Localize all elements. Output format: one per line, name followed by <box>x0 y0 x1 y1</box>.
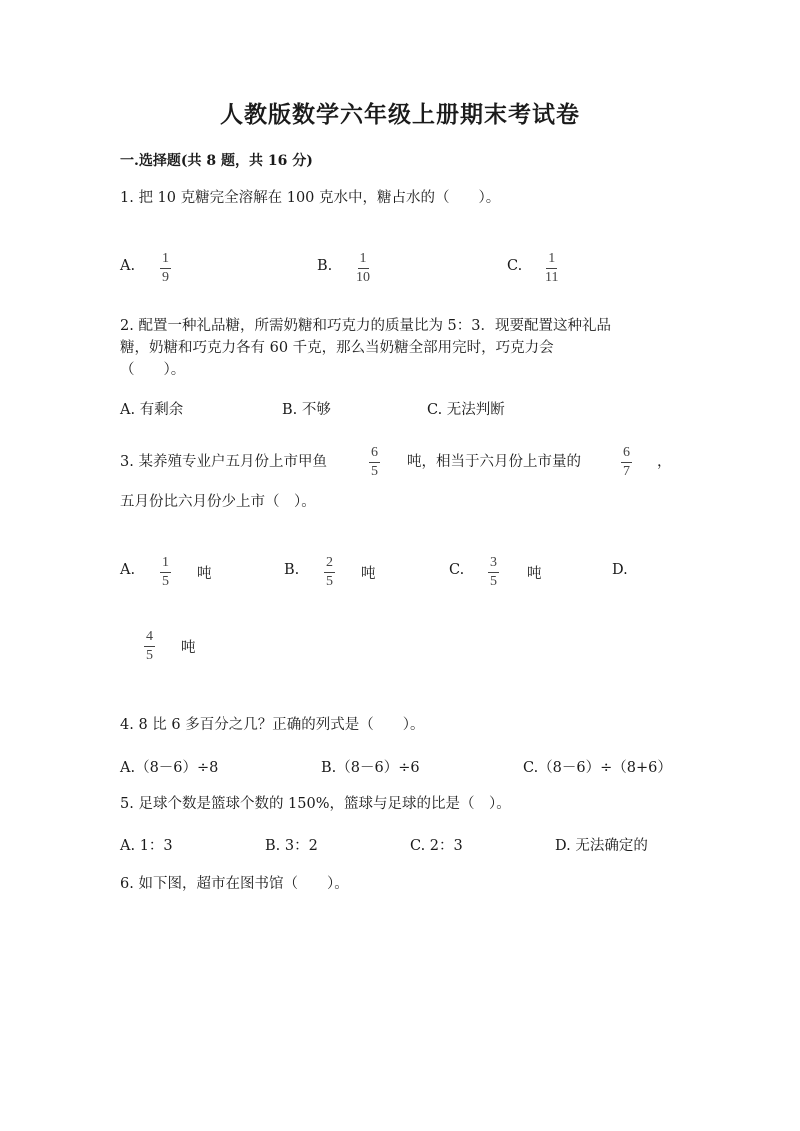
question-3-part-1: 3. 某养殖专业户五月份上市甲鱼 <box>120 454 327 470</box>
numerator: 6 <box>369 446 380 463</box>
q5-option-c[interactable]: C. 2：3 <box>410 838 463 854</box>
denominator: 5 <box>162 574 169 589</box>
q2-option-c[interactable]: C. 无法判断 <box>427 402 505 418</box>
q3-option-a-fraction <box>160 556 171 589</box>
denominator: 11 <box>545 270 559 285</box>
denominator: 5 <box>371 464 378 479</box>
numerator: 1 <box>546 252 557 269</box>
q2-option-b[interactable]: B. 不够 <box>282 402 331 418</box>
q3-option-d-fraction <box>144 630 155 663</box>
numerator: 2 <box>324 556 335 573</box>
denominator: 5 <box>490 574 497 589</box>
numerator: 6 <box>621 446 632 463</box>
q3-option-b-unit: 吨 <box>361 566 376 582</box>
q1-option-a-label[interactable]: A. <box>120 258 136 274</box>
question-5-text: 5. 足球个数是篮球个数的 150%，篮球与足球的比是（ ）。 <box>120 796 511 812</box>
q2-option-a[interactable]: A. 有剩余 <box>120 402 184 418</box>
question-6-text: 6. 如下图，超市在图书馆（ ）。 <box>120 876 349 892</box>
q4-option-a[interactable]: A.（8－6）÷8 <box>120 760 219 776</box>
q3-option-c-fraction <box>488 556 499 589</box>
question-1-text: 1. 把 10 克糖完全溶解在 100 克水中，糖占水的（ ）。 <box>120 190 501 206</box>
q3-option-a-unit: 吨 <box>197 566 212 582</box>
q4-option-b[interactable]: B.（8－6）÷6 <box>321 760 420 776</box>
q3-option-a-label[interactable]: A. <box>120 562 136 578</box>
question-2-line-3: （ ）。 <box>120 362 186 378</box>
denominator: 10 <box>356 270 370 285</box>
numerator: 4 <box>144 630 155 647</box>
q5-option-d[interactable]: D. 无法确定的 <box>555 838 648 854</box>
q3-option-d-unit: 吨 <box>181 640 196 656</box>
denominator: 5 <box>326 574 333 589</box>
numerator: 1 <box>160 252 171 269</box>
q1-option-a-fraction <box>160 252 171 285</box>
q3-option-b-label[interactable]: B. <box>284 562 300 578</box>
q5-option-b[interactable]: B. 3：2 <box>265 838 318 854</box>
q3-option-c-unit: 吨 <box>527 566 542 582</box>
q5-option-a[interactable]: A. 1：3 <box>120 838 173 854</box>
q3-option-b-fraction <box>324 556 335 589</box>
question-2-line-1: 2. 配置一种礼品糖，所需奶糖和巧克力的质量比为 5：3．现要配置这种礼品 <box>120 318 612 334</box>
question-4-text: 4. 8 比 6 多百分之几？正确的列式是（ ）。 <box>120 717 425 733</box>
q4-option-c[interactable]: C.（8－6）÷（8+6） <box>523 760 672 776</box>
numerator: 3 <box>488 556 499 573</box>
q1-option-c-fraction <box>545 252 558 285</box>
question-3-line-2: 五月份比六月份少上市（ ）。 <box>120 494 316 510</box>
q3-option-c-label[interactable]: C. <box>449 562 465 578</box>
q1-option-c-label[interactable]: C. <box>507 258 523 274</box>
q1-option-b-fraction <box>356 252 370 285</box>
denominator: 7 <box>623 464 630 479</box>
q3-given-fraction-2 <box>621 446 632 479</box>
q3-option-d-label[interactable]: D. <box>612 562 628 578</box>
numerator: 1 <box>358 252 369 269</box>
denominator: 9 <box>162 270 169 285</box>
question-2-line-2: 糖，奶糖和巧克力各有 60 千克，那么当奶糖全部用完时，巧克力会 <box>120 340 554 356</box>
q1-option-b-label[interactable]: B. <box>317 258 333 274</box>
section-heading: 一.选择题(共 8 题，共 16 分) <box>120 153 313 169</box>
question-3-part-2: 吨，相当于六月份上市量的 <box>407 454 581 470</box>
page-title: 人教版数学六年级上册期末考试卷 <box>220 101 580 128</box>
denominator: 5 <box>146 648 153 663</box>
q3-given-fraction-1 <box>369 446 380 479</box>
numerator: 1 <box>160 556 171 573</box>
question-3-part-3: ， <box>657 454 672 470</box>
